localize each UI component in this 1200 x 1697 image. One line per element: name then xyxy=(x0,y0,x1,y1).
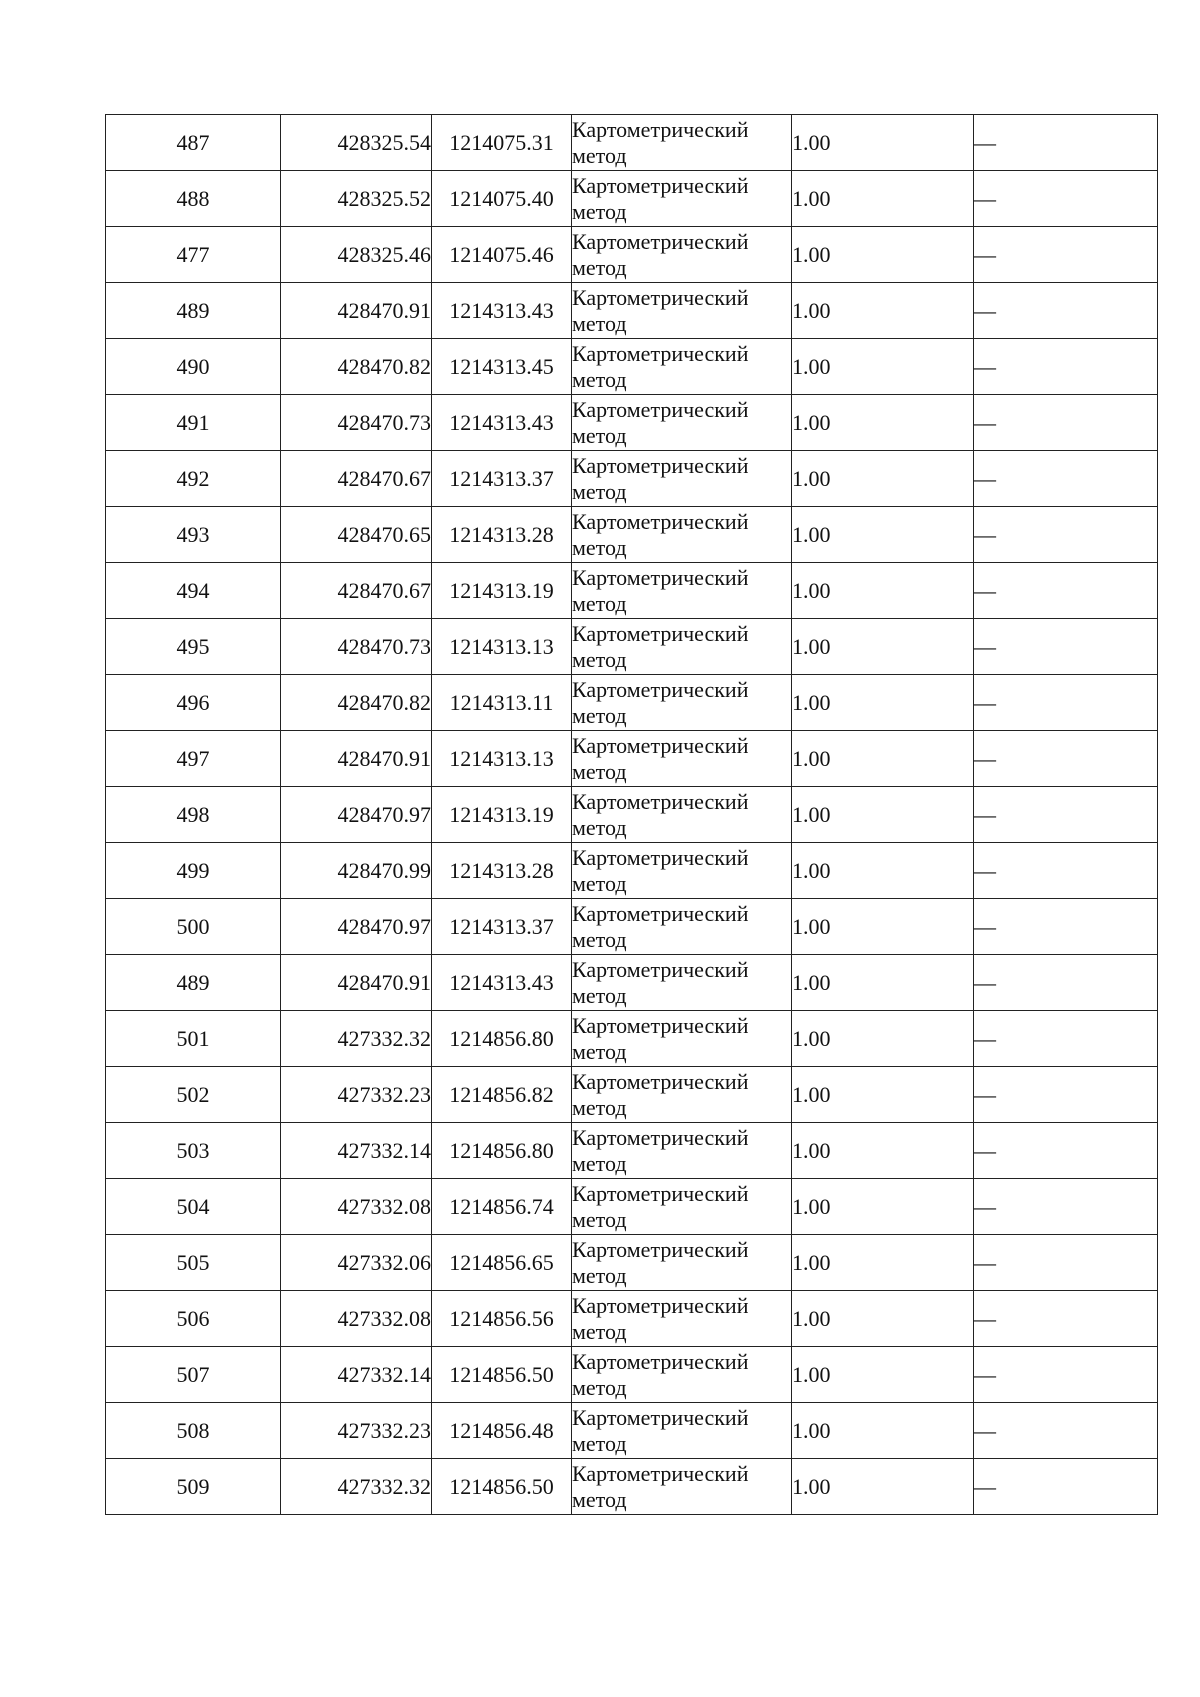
method-cell xyxy=(572,731,792,787)
x-coordinate-cell: 428470.99 xyxy=(281,843,432,899)
note-cell: — xyxy=(974,899,1158,955)
point-number-cell: 488 xyxy=(106,171,281,227)
table-row xyxy=(106,955,1158,1011)
coordinates-table xyxy=(105,114,1158,1515)
table-row xyxy=(106,1403,1158,1459)
note-cell: — xyxy=(974,171,1158,227)
y-coordinate-cell: 1214856.82 xyxy=(432,1067,572,1123)
accuracy-cell: 1.00 xyxy=(792,731,974,787)
y-coordinate-cell: 1214313.13 xyxy=(432,619,572,675)
method-cell xyxy=(572,115,792,171)
y-coordinate-cell: 1214313.11 xyxy=(432,675,572,731)
point-number-cell: 500 xyxy=(106,899,281,955)
method-text: Картометрический метод xyxy=(572,676,749,728)
x-coordinate-cell: 428470.97 xyxy=(281,787,432,843)
method-text: Картометрический метод xyxy=(572,620,749,672)
y-coordinate-cell: 1214313.28 xyxy=(432,507,572,563)
point-number-cell: 496 xyxy=(106,675,281,731)
y-coordinate-cell: 1214313.13 xyxy=(432,731,572,787)
y-coordinate-cell: 1214313.43 xyxy=(432,395,572,451)
method-text: Картометрический метод xyxy=(572,956,749,1008)
table-row xyxy=(106,339,1158,395)
method-cell xyxy=(572,1011,792,1067)
method-cell xyxy=(572,507,792,563)
table-row xyxy=(106,1123,1158,1179)
accuracy-cell: 1.00 xyxy=(792,283,974,339)
accuracy-cell: 1.00 xyxy=(792,843,974,899)
accuracy-cell: 1.00 xyxy=(792,115,974,171)
method-text: Картометрический метод xyxy=(572,1012,749,1064)
method-text: Картометрический метод xyxy=(572,452,749,504)
x-coordinate-cell: 428470.67 xyxy=(281,563,432,619)
y-coordinate-cell: 1214075.46 xyxy=(432,227,572,283)
note-cell: — xyxy=(974,1179,1158,1235)
point-number-cell: 508 xyxy=(106,1403,281,1459)
x-coordinate-cell: 427332.23 xyxy=(281,1067,432,1123)
method-cell xyxy=(572,395,792,451)
note-cell: — xyxy=(974,843,1158,899)
accuracy-cell: 1.00 xyxy=(792,1347,974,1403)
x-coordinate-cell: 428470.73 xyxy=(281,619,432,675)
accuracy-cell: 1.00 xyxy=(792,1459,974,1515)
x-coordinate-cell: 428325.54 xyxy=(281,115,432,171)
method-cell xyxy=(572,451,792,507)
note-cell: — xyxy=(974,451,1158,507)
x-coordinate-cell: 427332.14 xyxy=(281,1123,432,1179)
x-coordinate-cell: 427332.06 xyxy=(281,1235,432,1291)
point-number-cell: 489 xyxy=(106,955,281,1011)
y-coordinate-cell: 1214313.37 xyxy=(432,451,572,507)
method-cell xyxy=(572,1235,792,1291)
x-coordinate-cell: 428470.91 xyxy=(281,731,432,787)
table-row xyxy=(106,619,1158,675)
method-text: Картометрический метод xyxy=(572,1404,749,1456)
point-number-cell: 494 xyxy=(106,563,281,619)
accuracy-cell: 1.00 xyxy=(792,171,974,227)
method-text: Картометрический метод xyxy=(572,1460,749,1512)
point-number-cell: 498 xyxy=(106,787,281,843)
y-coordinate-cell: 1214856.50 xyxy=(432,1347,572,1403)
method-text: Картометрический метод xyxy=(572,340,749,392)
table-row xyxy=(106,227,1158,283)
y-coordinate-cell: 1214856.48 xyxy=(432,1403,572,1459)
point-number-cell: 493 xyxy=(106,507,281,563)
point-number-cell: 509 xyxy=(106,1459,281,1515)
accuracy-cell: 1.00 xyxy=(792,339,974,395)
x-coordinate-cell: 428470.91 xyxy=(281,955,432,1011)
y-coordinate-cell: 1214313.43 xyxy=(432,283,572,339)
method-text: Картометрический метод xyxy=(572,508,749,560)
point-number-cell: 495 xyxy=(106,619,281,675)
table-row xyxy=(106,787,1158,843)
method-cell xyxy=(572,227,792,283)
x-coordinate-cell: 427332.32 xyxy=(281,1011,432,1067)
y-coordinate-cell: 1214856.74 xyxy=(432,1179,572,1235)
method-cell xyxy=(572,283,792,339)
point-number-cell: 492 xyxy=(106,451,281,507)
note-cell: — xyxy=(974,1347,1158,1403)
method-text: Картометрический метод xyxy=(572,1292,749,1344)
note-cell: — xyxy=(974,1291,1158,1347)
y-coordinate-cell: 1214856.80 xyxy=(432,1123,572,1179)
point-number-cell: 487 xyxy=(106,115,281,171)
accuracy-cell: 1.00 xyxy=(792,899,974,955)
table-row xyxy=(106,1179,1158,1235)
table-row xyxy=(106,563,1158,619)
method-cell xyxy=(572,1123,792,1179)
method-cell xyxy=(572,899,792,955)
table-row xyxy=(106,1235,1158,1291)
method-text: Картометрический метод xyxy=(572,564,749,616)
method-text: Картометрический метод xyxy=(572,172,749,224)
y-coordinate-cell: 1214313.45 xyxy=(432,339,572,395)
note-cell: — xyxy=(974,675,1158,731)
accuracy-cell: 1.00 xyxy=(792,675,974,731)
table-row xyxy=(106,451,1158,507)
method-cell xyxy=(572,171,792,227)
method-text: Картометрический метод xyxy=(572,1236,749,1288)
method-text: Картометрический метод xyxy=(572,396,749,448)
table-row xyxy=(106,1011,1158,1067)
method-text: Картометрический метод xyxy=(572,116,749,168)
accuracy-cell: 1.00 xyxy=(792,1123,974,1179)
note-cell: — xyxy=(974,115,1158,171)
y-coordinate-cell: 1214856.80 xyxy=(432,1011,572,1067)
note-cell: — xyxy=(974,563,1158,619)
accuracy-cell: 1.00 xyxy=(792,227,974,283)
x-coordinate-cell: 428470.97 xyxy=(281,899,432,955)
y-coordinate-cell: 1214313.37 xyxy=(432,899,572,955)
method-cell xyxy=(572,675,792,731)
method-text: Картометрический метод xyxy=(572,1180,749,1232)
point-number-cell: 502 xyxy=(106,1067,281,1123)
x-coordinate-cell: 428470.82 xyxy=(281,339,432,395)
accuracy-cell: 1.00 xyxy=(792,507,974,563)
y-coordinate-cell: 1214856.56 xyxy=(432,1291,572,1347)
note-cell: — xyxy=(974,1123,1158,1179)
accuracy-cell: 1.00 xyxy=(792,451,974,507)
table-row xyxy=(106,1459,1158,1515)
table-row xyxy=(106,1291,1158,1347)
accuracy-cell: 1.00 xyxy=(792,1067,974,1123)
y-coordinate-cell: 1214313.19 xyxy=(432,787,572,843)
point-number-cell: 505 xyxy=(106,1235,281,1291)
accuracy-cell: 1.00 xyxy=(792,1011,974,1067)
point-number-cell: 491 xyxy=(106,395,281,451)
method-text: Картометрический метод xyxy=(572,732,749,784)
accuracy-cell: 1.00 xyxy=(792,1291,974,1347)
point-number-cell: 501 xyxy=(106,1011,281,1067)
x-coordinate-cell: 427332.08 xyxy=(281,1179,432,1235)
note-cell: — xyxy=(974,507,1158,563)
method-text: Картометрический метод xyxy=(572,228,749,280)
x-coordinate-cell: 428325.52 xyxy=(281,171,432,227)
accuracy-cell: 1.00 xyxy=(792,1403,974,1459)
table-row xyxy=(106,507,1158,563)
table-row xyxy=(106,171,1158,227)
method-text: Картометрический метод xyxy=(572,284,749,336)
table-row xyxy=(106,843,1158,899)
point-number-cell: 504 xyxy=(106,1179,281,1235)
method-cell xyxy=(572,1347,792,1403)
note-cell: — xyxy=(974,619,1158,675)
method-cell xyxy=(572,1403,792,1459)
accuracy-cell: 1.00 xyxy=(792,1235,974,1291)
point-number-cell: 497 xyxy=(106,731,281,787)
table-row xyxy=(106,675,1158,731)
y-coordinate-cell: 1214313.43 xyxy=(432,955,572,1011)
note-cell: — xyxy=(974,1011,1158,1067)
method-text: Картометрический метод xyxy=(572,1068,749,1120)
x-coordinate-cell: 428470.67 xyxy=(281,451,432,507)
note-cell: — xyxy=(974,731,1158,787)
method-cell xyxy=(572,339,792,395)
table-row xyxy=(106,395,1158,451)
accuracy-cell: 1.00 xyxy=(792,619,974,675)
table-row xyxy=(106,1067,1158,1123)
table-row xyxy=(106,283,1158,339)
note-cell: — xyxy=(974,787,1158,843)
table-row xyxy=(106,1347,1158,1403)
y-coordinate-cell: 1214075.40 xyxy=(432,171,572,227)
accuracy-cell: 1.00 xyxy=(792,1179,974,1235)
note-cell: — xyxy=(974,395,1158,451)
method-cell xyxy=(572,619,792,675)
method-cell xyxy=(572,1067,792,1123)
x-coordinate-cell: 428470.91 xyxy=(281,283,432,339)
point-number-cell: 506 xyxy=(106,1291,281,1347)
accuracy-cell: 1.00 xyxy=(792,955,974,1011)
point-number-cell: 490 xyxy=(106,339,281,395)
accuracy-cell: 1.00 xyxy=(792,395,974,451)
y-coordinate-cell: 1214856.50 xyxy=(432,1459,572,1515)
x-coordinate-cell: 427332.08 xyxy=(281,1291,432,1347)
method-cell xyxy=(572,787,792,843)
y-coordinate-cell: 1214313.28 xyxy=(432,843,572,899)
x-coordinate-cell: 427332.23 xyxy=(281,1403,432,1459)
x-coordinate-cell: 428470.73 xyxy=(281,395,432,451)
point-number-cell: 503 xyxy=(106,1123,281,1179)
table-row xyxy=(106,899,1158,955)
x-coordinate-cell: 427332.14 xyxy=(281,1347,432,1403)
note-cell: — xyxy=(974,227,1158,283)
table-body xyxy=(106,115,1158,1515)
method-cell xyxy=(572,1179,792,1235)
accuracy-cell: 1.00 xyxy=(792,563,974,619)
y-coordinate-cell: 1214075.31 xyxy=(432,115,572,171)
point-number-cell: 499 xyxy=(106,843,281,899)
note-cell: — xyxy=(974,1403,1158,1459)
point-number-cell: 477 xyxy=(106,227,281,283)
method-cell xyxy=(572,563,792,619)
y-coordinate-cell: 1214856.65 xyxy=(432,1235,572,1291)
method-text: Картометрический метод xyxy=(572,1348,749,1400)
table-row xyxy=(106,731,1158,787)
x-coordinate-cell: 427332.32 xyxy=(281,1459,432,1515)
method-text: Картометрический метод xyxy=(572,788,749,840)
note-cell: — xyxy=(974,1235,1158,1291)
method-cell xyxy=(572,1459,792,1515)
point-number-cell: 489 xyxy=(106,283,281,339)
method-cell xyxy=(572,1291,792,1347)
method-cell xyxy=(572,955,792,1011)
note-cell: — xyxy=(974,339,1158,395)
table-row xyxy=(106,115,1158,171)
method-text: Картометрический метод xyxy=(572,1124,749,1176)
method-text: Картометрический метод xyxy=(572,844,749,896)
note-cell: — xyxy=(974,1459,1158,1515)
x-coordinate-cell: 428470.82 xyxy=(281,675,432,731)
point-number-cell: 507 xyxy=(106,1347,281,1403)
note-cell: — xyxy=(974,955,1158,1011)
note-cell: — xyxy=(974,283,1158,339)
accuracy-cell: 1.00 xyxy=(792,787,974,843)
x-coordinate-cell: 428325.46 xyxy=(281,227,432,283)
note-cell: — xyxy=(974,1067,1158,1123)
method-cell xyxy=(572,843,792,899)
y-coordinate-cell: 1214313.19 xyxy=(432,563,572,619)
method-text: Картометрический метод xyxy=(572,900,749,952)
x-coordinate-cell: 428470.65 xyxy=(281,507,432,563)
